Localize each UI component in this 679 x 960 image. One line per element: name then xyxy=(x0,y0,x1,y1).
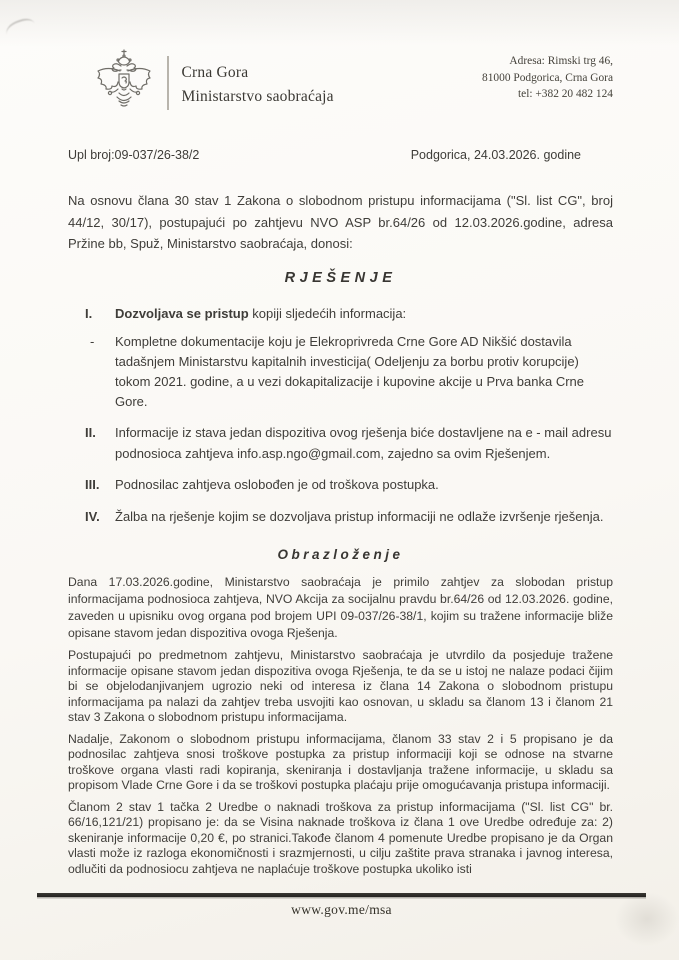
letterhead xyxy=(92,48,613,122)
country-name: Crna Gora xyxy=(181,64,249,81)
dispositive-item-2 xyxy=(68,423,613,464)
reference-line xyxy=(68,148,613,162)
item-numeral: III. xyxy=(85,477,100,492)
footer-website: www.gov.me/msa xyxy=(291,901,392,917)
item-text: Podnosilac zahtjeva oslobođen je od troškova postupka. xyxy=(115,477,439,492)
item-text: Informacije iz stava jedan dispozitiva ovog rješenja biće dostavljene na e - mail adresu podnosioca zahtjeva info.asp.ngo@gmail.com, zajedno sa ovim Rješenjem. xyxy=(115,425,612,461)
footer-rule xyxy=(37,893,646,897)
rationale-paragraph-1: Dana 17.03.2026.godine, Ministarstvo saobraćaja je primilo zahtjev za slobodan pristup informacijama podnosioca zahtjeva, NVO Akcija za socijalnu pravdu br.64/26 od 12.03.2026. godine, zaveden u upisniku ovog organa pod brojem UPI 09-037/26-38/1, kojim su tražene informacije bliže opisane stavom jedan dispozitiva ovoga Rješenja. xyxy=(68,575,613,640)
rationale-paragraph-4: Članom 2 stav 1 tačka 2 Uredbe o naknadi troškova za pristup informacijama ("Sl. list CG" br. 66/16,121/21) propisano je: da se Visina naknade troškova iz člana 1 ove Uredbe određuje za: 2) skeniranje informacije 0,20 €, po stranici.Takođe članom 4 pomenute Uredbe propisano je da Organ vlasti može iz razloga ekonomičnosti i srazmjernosti, u cilju zaštite prava stranaka i javnog interesa, odlučiti da podnosiocu zahtjeva ne naplaćuje troškove postupka ukoliko isti xyxy=(68,799,613,876)
preamble-paragraph: Na osnovu člana 30 stav 1 Zakona o slobodnom pristupu informacijama ("Sl. list CG", broj 44/12, 30/17), postupajući po zahtjevu NVO ASP br.64/26 od 12.03.2026.godine, adresa Pržine bb, Spuž, Ministarstvo saobraćaja, donosi: xyxy=(68,193,613,251)
item-text-rest: kopiji sljedećih informacija: xyxy=(248,305,407,321)
coat-of-arms-icon xyxy=(92,48,156,114)
decision-heading: RJEŠENJE xyxy=(284,269,397,286)
bullet-text: Kompletne dokumentacije koju je Elekroprivreda Crne Gore AD Nikšić dostavila tadašnjem Ministarstvu kapitalnih investicija( Odeljenju za borbu protiv korupcije) tokom 2021. godine, a u vezi dokapitalizacije i kupovine akcije u Prva banka Crne Gore. xyxy=(115,334,584,409)
ministry-name: Ministarstvo saobraćaja xyxy=(181,88,334,105)
item-text xyxy=(115,304,613,325)
dash-bullet-marker: - xyxy=(90,334,95,349)
letterhead-address xyxy=(482,48,613,103)
letterhead-left xyxy=(92,48,334,114)
address-line: 81000 Podgorica, Crna Gora xyxy=(482,71,613,84)
file-number: Upl broj:09-037/26-38/2 xyxy=(68,148,200,162)
rationale-paragraph-2: Postupajući po predmetnom zahtjevu, Ministarstvo saobraćaja je utvrdilo da posjeduje tražene informacije opisane stavom jedan dispozitiva ovoga Rješenja, te da se u istoj ne nalaze podaci čijim bi se objelodanjivanjem ugrozio neki od interesa iz člana 14 Zakona o slobodnom pristupu informacijama pa nalazi da zahtjev treba usvojiti kao osnovan, u skladu sa članom 13 i članom 21 stav 3 Zakona o slobodnom pristupu informacijama. xyxy=(68,648,613,724)
dispositive-item-3 xyxy=(68,475,613,496)
address-line: tel: +382 20 482 124 xyxy=(517,88,613,100)
item-text-bold: Dozvoljava se pristup xyxy=(115,305,249,321)
rationale-paragraph-3: Nadalje, Zakonom o slobodnom pristupu informacijama, članom 33 stav 2 i 5 propisano je da podnosilac zahtjeva snosi troškove postupka za pristup informaciji koji se odnose na stvarne troškove organa vlasti radi kopiranja, skeniranja i dostavljanja tražene informacije, u skladu sa propisom Vlade Crne Gore i da se troškovi postupka plaćaju prije omogućavanja pristupa informaciji. xyxy=(68,731,613,792)
rationale-section xyxy=(68,574,613,877)
page-footer xyxy=(37,893,646,918)
letterhead-divider xyxy=(167,56,169,110)
dispositive-item-1 xyxy=(68,304,613,325)
item-numeral: II. xyxy=(85,425,96,440)
letterhead-titles xyxy=(182,53,334,109)
rationale-heading: Obrazloženje xyxy=(277,547,404,562)
place-and-date: Podgorica, 24.03.2026. godine xyxy=(410,148,581,162)
item-numeral: I. xyxy=(85,305,93,321)
dispositive-items xyxy=(68,304,613,528)
dispositive-item-4 xyxy=(68,507,613,528)
information-bullet xyxy=(68,332,613,412)
item-numeral: IV. xyxy=(85,508,100,524)
address-line: Adresa: Rimski trg 46, xyxy=(509,55,613,67)
item-text: Žalba na rješenje kojim se dozvoljava pristup informaciji ne odlaže izvršenje rješenja. xyxy=(115,508,604,524)
